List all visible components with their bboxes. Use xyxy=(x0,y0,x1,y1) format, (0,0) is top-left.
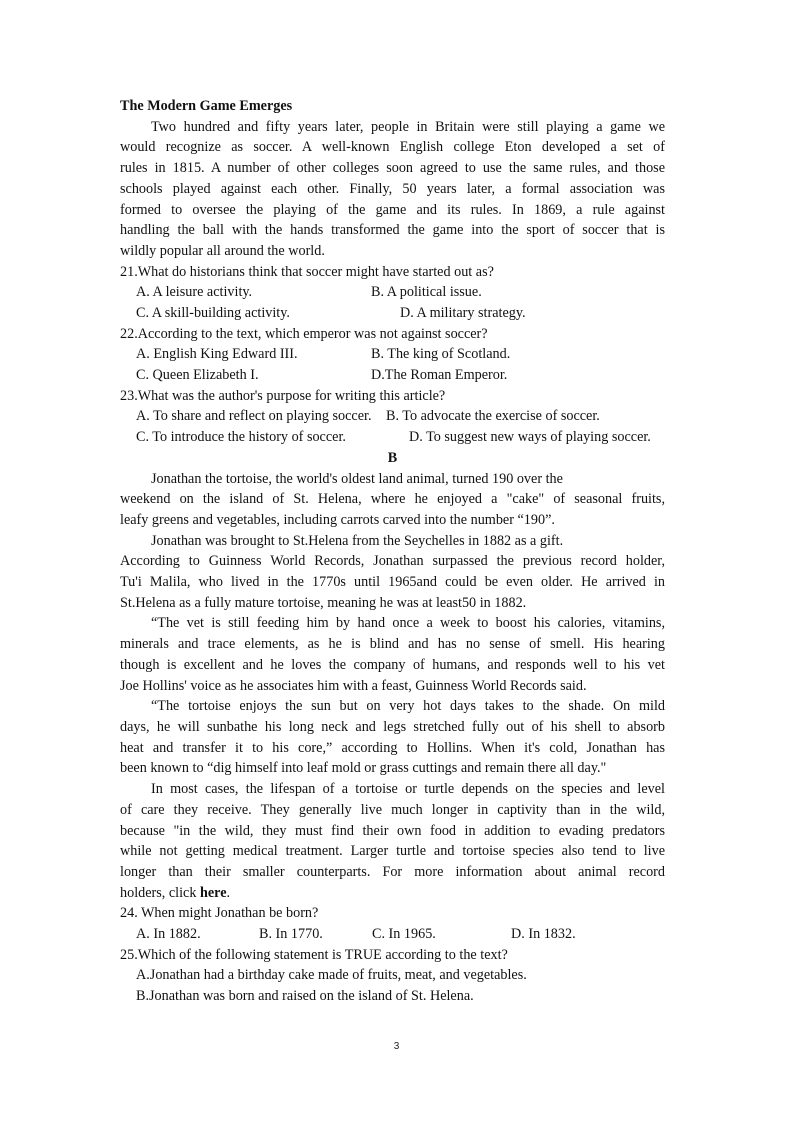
text-line: though is excellent and he loves the company of humans, and responds well to his vet xyxy=(120,656,665,673)
text-line: Jonathan was brought to St.Helena from the Seychelles in 1882 as a gift. xyxy=(151,532,564,549)
question-24 xyxy=(120,903,665,944)
question-stem: 25.Which of the following statement is TRUE according to the text? xyxy=(120,946,508,963)
option-d: D.The Roman Emperor. xyxy=(371,367,508,384)
option-row xyxy=(120,986,665,1007)
text-line: been known to “dig himself into leaf mold or grass cuttings and remain there all day." xyxy=(120,760,607,777)
question-stem: 21.What do historians think that soccer might have started out as? xyxy=(120,263,494,280)
section-b-heading: B xyxy=(387,449,398,466)
text-line: heat and transfer it to his core,” according to Hollins. When it's cold, Jonathan has xyxy=(120,739,665,756)
text-line: handling the ball with the hands transformed the game into the sport of soccer that is xyxy=(120,222,665,239)
page-number: 3 xyxy=(393,1041,400,1052)
section-b-paragraph-2 xyxy=(120,531,665,614)
option-b: B. A political issue. xyxy=(371,284,482,301)
text-line: formed to oversee the playing of the game and its rules. In 1869, a rule against xyxy=(120,201,665,218)
option-row xyxy=(120,303,665,324)
text-line: minerals and trace elements, as he is blind and has no sense of smell. His hearing xyxy=(120,636,665,653)
question-21 xyxy=(120,262,665,324)
option-b: B. In 1770. xyxy=(259,926,323,943)
text-line: “The vet is still feeding him by hand once a week to boost his calories, vitamins, xyxy=(151,615,665,632)
option-a: A.Jonathan had a birthday cake made of fruits, meat, and vegetables. xyxy=(136,967,527,984)
text-line: wildly popular all around the world. xyxy=(120,242,325,259)
question-22 xyxy=(120,324,665,386)
text-line: because "in the wild, they must find their own food in addition to evading predators xyxy=(120,822,665,839)
text-line: weekend on the island of St. Helena, where he enjoyed a "cake" of seasonal fruits, xyxy=(120,491,665,508)
option-row xyxy=(120,427,665,448)
section-b-paragraph-1 xyxy=(120,469,665,531)
option-row xyxy=(120,344,665,365)
option-d: D. In 1832. xyxy=(511,926,576,943)
text-line: According to Guinness World Records, Jonathan surpassed the previous record holder, xyxy=(120,553,665,570)
option-row xyxy=(120,365,665,386)
option-d: D. To suggest new ways of playing soccer. xyxy=(409,429,651,446)
text-line: St.Helena as a fully mature tortoise, meaning he was at least50 in 1882. xyxy=(120,594,527,611)
section-b-paragraph-3 xyxy=(120,613,665,696)
option-c: C. To introduce the history of soccer. xyxy=(136,429,346,446)
question-25 xyxy=(120,945,665,1007)
question-stem: 22.According to the text, which emperor was not against soccer? xyxy=(120,325,488,342)
text-line: Tu'i Malila, who lived in the 1770s until 1965and could be even older. He arrived in xyxy=(120,574,665,591)
section-b-paragraph-4 xyxy=(120,696,665,779)
last-line-suffix: . xyxy=(226,884,231,901)
option-a: A. A leisure activity. xyxy=(136,284,253,301)
text-line: Two hundred and fifty years later, people in Britain were still playing a game we xyxy=(151,118,665,135)
section-b-paragraph-5 xyxy=(120,779,665,903)
option-row xyxy=(120,282,665,303)
text-line: would recognize as soccer. A well-known English college Eton developed a set of xyxy=(120,139,665,156)
option-b: B. The king of Scotland. xyxy=(371,346,511,363)
text-line: “The tortoise enjoys the sun but on very hot days takes to the shade. On mild xyxy=(151,698,665,715)
text-line: of care they receive. They generally live much longer in captivity than in the wild, xyxy=(120,801,665,818)
question-stem: 23.What was the author's purpose for writing this article? xyxy=(120,387,446,404)
option-c: C. Queen Elizabeth I. xyxy=(136,367,259,384)
text-line: Jonathan the tortoise, the world's oldest land animal, turned 190 over the xyxy=(151,470,563,487)
option-b: B.Jonathan was born and raised on the island of St. Helena. xyxy=(136,988,474,1005)
text-line: days, he will sunbathe his long neck and legs stretched fully out of his shell to absorb xyxy=(120,719,665,735)
question-stem: 24. When might Jonathan be born? xyxy=(120,905,319,922)
option-a: A. English King Edward III. xyxy=(136,346,298,363)
option-c: C. A skill-building activity. xyxy=(136,305,290,322)
text-line: longer than their smaller counterparts. For more information about animal record xyxy=(120,863,665,880)
option-row xyxy=(120,406,665,427)
option-row xyxy=(120,965,665,986)
option-a: A. To share and reflect on playing soccer. xyxy=(136,408,372,425)
question-23 xyxy=(120,386,665,448)
text-line: while not getting medical treatment. Larger turtle and tortoise species also tend to live xyxy=(120,843,665,860)
here-link[interactable]: here xyxy=(199,884,227,901)
section-title: The Modern Game Emerges xyxy=(120,98,293,114)
text-line: leafy greens and vegetables, including carrots carved into the number “190”. xyxy=(120,511,555,528)
option-row xyxy=(120,924,665,945)
option-a: A. In 1882. xyxy=(136,926,201,943)
text-line: rules in 1815. A number of other colleges soon agreed to use the same rules, and those xyxy=(120,160,665,177)
text-line: schools played against each other. Finally, 50 years later, a formal association was xyxy=(120,180,665,197)
option-b: B. To advocate the exercise of soccer. xyxy=(386,408,600,425)
last-line-prefix: holders, click xyxy=(120,884,200,901)
option-d: D. A military strategy. xyxy=(400,305,526,322)
option-c: C. In 1965. xyxy=(372,926,436,943)
text-line: Joe Hollins' voice as he associates him with a feast, Guinness World Records said. xyxy=(120,677,587,694)
document-page xyxy=(120,96,665,1007)
section-a-paragraph xyxy=(120,117,665,262)
text-line: In most cases, the lifespan of a tortoise or turtle depends on the species and level xyxy=(151,781,665,798)
text-line xyxy=(120,883,665,904)
